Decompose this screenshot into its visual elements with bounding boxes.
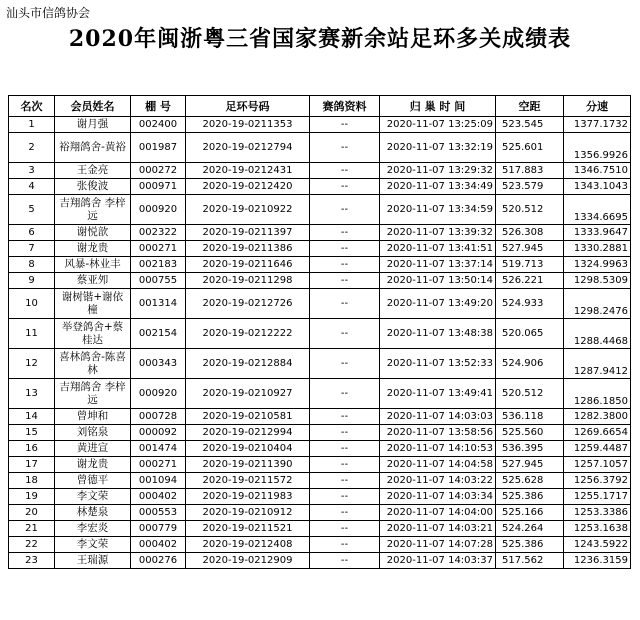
arrival-time-cell: 2020-11-07 14:07:28: [380, 537, 496, 553]
pigeon-info-cell: --: [310, 441, 380, 457]
ring-number-cell: 2020-19-0212794: [186, 133, 310, 163]
ring-number-cell: 2020-19-0211397: [186, 225, 310, 241]
ring-number-cell: 2020-19-0212909: [186, 553, 310, 569]
pigeon-info-cell: --: [310, 537, 380, 553]
table-row: [9, 441, 631, 457]
loft-number-cell: 000920: [131, 379, 186, 409]
distance-cell: 520.512: [496, 195, 564, 225]
speed-cell: 1356.9926: [564, 133, 631, 163]
rank-cell: 22: [9, 537, 55, 553]
table-row: [9, 379, 631, 409]
ring-number-cell: 2020-19-0210404: [186, 441, 310, 457]
pigeon-info-cell: --: [310, 241, 380, 257]
pigeon-info-cell: --: [310, 409, 380, 425]
pigeon-info-cell: --: [310, 473, 380, 489]
ring-number-cell: 2020-19-0212884: [186, 349, 310, 379]
arrival-time-cell: 2020-11-07 14:03:34: [380, 489, 496, 505]
ring-number-cell: 2020-19-0211298: [186, 273, 310, 289]
speed-cell: 1236.3159: [564, 553, 631, 569]
table-row: [9, 553, 631, 569]
loft-number-cell: 001314: [131, 289, 186, 319]
ring-number-cell: 2020-19-0212994: [186, 425, 310, 441]
rank-cell: 23: [9, 553, 55, 569]
table-row: [9, 489, 631, 505]
member-name-cell: 吉翔鸽舍 李梓远: [55, 379, 131, 409]
speed-cell: 1287.9412: [564, 349, 631, 379]
speed-cell: 1288.4468: [564, 319, 631, 349]
rank-cell: 19: [9, 489, 55, 505]
distance-cell: 525.628: [496, 473, 564, 489]
speed-cell: 1334.6695: [564, 195, 631, 225]
table-row: [9, 457, 631, 473]
rank-cell: 4: [9, 179, 55, 195]
member-name-cell: 王瑞源: [55, 553, 131, 569]
arrival-time-cell: 2020-11-07 13:50:14: [380, 273, 496, 289]
speed-cell: 1255.1717: [564, 489, 631, 505]
table-row: [9, 257, 631, 273]
pigeon-info-cell: --: [310, 163, 380, 179]
speed-cell: 1257.1057: [564, 457, 631, 473]
rank-cell: 5: [9, 195, 55, 225]
distance-cell: 517.883: [496, 163, 564, 179]
arrival-time-cell: 2020-11-07 13:58:56: [380, 425, 496, 441]
organization-name: 汕头市信鸽协会: [6, 6, 91, 20]
member-name-cell: 刘铭泉: [55, 425, 131, 441]
table-row: [9, 289, 631, 319]
ring-number-cell: 2020-19-0211646: [186, 257, 310, 273]
arrival-time-cell: 2020-11-07 14:10:53: [380, 441, 496, 457]
ring-number-cell: 2020-19-0212726: [186, 289, 310, 319]
pigeon-info-cell: --: [310, 117, 380, 133]
table-row: [9, 537, 631, 553]
speed-cell: 1298.5309: [564, 273, 631, 289]
loft-number-cell: 002400: [131, 117, 186, 133]
distance-cell: 526.308: [496, 225, 564, 241]
pigeon-info-cell: --: [310, 457, 380, 473]
arrival-time-cell: 2020-11-07 13:41:51: [380, 241, 496, 257]
member-name-cell: 曾坤和: [55, 409, 131, 425]
table-row: [9, 133, 631, 163]
page-title: 2020年闽浙粤三省国家赛新余站足环多关成绩表: [68, 26, 572, 52]
pigeon-info-cell: --: [310, 521, 380, 537]
ring-number-cell: 2020-19-0211353: [186, 117, 310, 133]
speed-cell: 1259.4487: [564, 441, 631, 457]
pigeon-info-cell: --: [310, 133, 380, 163]
speed-cell: 1324.9963: [564, 257, 631, 273]
ring-number-cell: 2020-19-0210927: [186, 379, 310, 409]
table-row: [9, 521, 631, 537]
distance-cell: 520.065: [496, 319, 564, 349]
table-row: [9, 273, 631, 289]
rank-cell: 20: [9, 505, 55, 521]
member-name-cell: 张俊波: [55, 179, 131, 195]
ring-number-cell: 2020-19-0212222: [186, 319, 310, 349]
rank-cell: 2: [9, 133, 55, 163]
loft-number-cell: 000402: [131, 537, 186, 553]
speed-cell: 1286.1850: [564, 379, 631, 409]
header-distance: 空距: [496, 96, 564, 117]
arrival-time-cell: 2020-11-07 14:04:58: [380, 457, 496, 473]
table-row: [9, 409, 631, 425]
arrival-time-cell: 2020-11-07 13:25:09: [380, 117, 496, 133]
arrival-time-cell: 2020-11-07 14:03:21: [380, 521, 496, 537]
rank-cell: 7: [9, 241, 55, 257]
pigeon-info-cell: --: [310, 425, 380, 441]
loft-number-cell: 002154: [131, 319, 186, 349]
ring-number-cell: 2020-19-0211390: [186, 457, 310, 473]
distance-cell: 527.945: [496, 457, 564, 473]
speed-cell: 1253.1638: [564, 521, 631, 537]
pigeon-info-cell: --: [310, 319, 380, 349]
speed-cell: 1253.3386: [564, 505, 631, 521]
pigeon-info-cell: --: [310, 225, 380, 241]
rank-cell: 18: [9, 473, 55, 489]
arrival-time-cell: 2020-11-07 14:03:03: [380, 409, 496, 425]
speed-cell: 1377.1732: [564, 117, 631, 133]
rank-cell: 13: [9, 379, 55, 409]
member-name-cell: 吉翔鸽舍 李梓远: [55, 195, 131, 225]
table-row: [9, 241, 631, 257]
table-row: [9, 473, 631, 489]
arrival-time-cell: 2020-11-07 14:03:37: [380, 553, 496, 569]
rank-cell: 21: [9, 521, 55, 537]
member-name-cell: 王金亮: [55, 163, 131, 179]
ring-number-cell: 2020-19-0211521: [186, 521, 310, 537]
ring-number-cell: 2020-19-0211386: [186, 241, 310, 257]
loft-number-cell: 000343: [131, 349, 186, 379]
loft-number-cell: 000920: [131, 195, 186, 225]
distance-cell: 524.906: [496, 349, 564, 379]
distance-cell: 524.264: [496, 521, 564, 537]
pigeon-info-cell: --: [310, 489, 380, 505]
pigeon-info-cell: --: [310, 257, 380, 273]
rank-cell: 11: [9, 319, 55, 349]
ring-number-cell: 2020-19-0212431: [186, 163, 310, 179]
arrival-time-cell: 2020-11-07 14:04:00: [380, 505, 496, 521]
header-speed: 分速: [564, 96, 631, 117]
arrival-time-cell: 2020-11-07 13:48:38: [380, 319, 496, 349]
speed-cell: 1256.3792: [564, 473, 631, 489]
distance-cell: 525.601: [496, 133, 564, 163]
rank-cell: 14: [9, 409, 55, 425]
rank-cell: 1: [9, 117, 55, 133]
pigeon-info-cell: --: [310, 273, 380, 289]
distance-cell: 525.386: [496, 537, 564, 553]
speed-cell: 1333.9647: [564, 225, 631, 241]
member-name-cell: 裕翔鸽舍-黄裕: [55, 133, 131, 163]
header-loft-number: 棚 号: [131, 96, 186, 117]
arrival-time-cell: 2020-11-07 14:03:22: [380, 473, 496, 489]
pigeon-info-cell: --: [310, 553, 380, 569]
distance-cell: 523.545: [496, 117, 564, 133]
loft-number-cell: 000755: [131, 273, 186, 289]
ring-number-cell: 2020-19-0211572: [186, 473, 310, 489]
header-ring-number: 足环号码: [186, 96, 310, 117]
loft-number-cell: 001987: [131, 133, 186, 163]
speed-cell: 1269.6654: [564, 425, 631, 441]
table-row: [9, 179, 631, 195]
distance-cell: 519.713: [496, 257, 564, 273]
header-rank: 名次: [9, 96, 55, 117]
pigeon-info-cell: --: [310, 289, 380, 319]
speed-cell: 1298.2476: [564, 289, 631, 319]
member-name-cell: 李宏炎: [55, 521, 131, 537]
table-row: [9, 195, 631, 225]
header-pigeon-info: 赛鸽资料: [310, 96, 380, 117]
ring-number-cell: 2020-19-0210912: [186, 505, 310, 521]
arrival-time-cell: 2020-11-07 13:29:32: [380, 163, 496, 179]
table-row: [9, 425, 631, 441]
distance-cell: 525.560: [496, 425, 564, 441]
loft-number-cell: 000971: [131, 179, 186, 195]
distance-cell: 536.118: [496, 409, 564, 425]
results-table: [8, 95, 631, 569]
table-row: [9, 319, 631, 349]
member-name-cell: 蔡亚夘: [55, 273, 131, 289]
member-name-cell: 举登鸽舍+蔡桂达: [55, 319, 131, 349]
rank-cell: 9: [9, 273, 55, 289]
member-name-cell: 谢悦歆: [55, 225, 131, 241]
arrival-time-cell: 2020-11-07 13:34:59: [380, 195, 496, 225]
rank-cell: 16: [9, 441, 55, 457]
loft-number-cell: 000779: [131, 521, 186, 537]
table-row: [9, 349, 631, 379]
distance-cell: 526.221: [496, 273, 564, 289]
rank-cell: 12: [9, 349, 55, 379]
table-row: [9, 225, 631, 241]
member-name-cell: 曾德平: [55, 473, 131, 489]
loft-number-cell: 000402: [131, 489, 186, 505]
member-name-cell: 谢龙贵: [55, 241, 131, 257]
rank-cell: 15: [9, 425, 55, 441]
arrival-time-cell: 2020-11-07 13:34:49: [380, 179, 496, 195]
ring-number-cell: 2020-19-0210581: [186, 409, 310, 425]
distance-cell: 536.395: [496, 441, 564, 457]
table-row: [9, 505, 631, 521]
member-name-cell: 林楚泉: [55, 505, 131, 521]
header-member-name: 会员姓名: [55, 96, 131, 117]
arrival-time-cell: 2020-11-07 13:52:33: [380, 349, 496, 379]
arrival-time-cell: 2020-11-07 13:39:32: [380, 225, 496, 241]
loft-number-cell: 000276: [131, 553, 186, 569]
arrival-time-cell: 2020-11-07 13:37:14: [380, 257, 496, 273]
rank-cell: 8: [9, 257, 55, 273]
loft-number-cell: 002322: [131, 225, 186, 241]
table-row: [9, 117, 631, 133]
member-name-cell: 李文荣: [55, 537, 131, 553]
loft-number-cell: 000553: [131, 505, 186, 521]
distance-cell: 523.579: [496, 179, 564, 195]
distance-cell: 517.562: [496, 553, 564, 569]
header-arrival-time: 归 巢 时 间: [380, 96, 496, 117]
rank-cell: 3: [9, 163, 55, 179]
distance-cell: 525.166: [496, 505, 564, 521]
pigeon-info-cell: --: [310, 505, 380, 521]
loft-number-cell: 000092: [131, 425, 186, 441]
member-name-cell: 谢月强: [55, 117, 131, 133]
distance-cell: 520.512: [496, 379, 564, 409]
pigeon-info-cell: --: [310, 349, 380, 379]
distance-cell: 525.386: [496, 489, 564, 505]
distance-cell: 527.945: [496, 241, 564, 257]
ring-number-cell: 2020-19-0212408: [186, 537, 310, 553]
ring-number-cell: 2020-19-0212420: [186, 179, 310, 195]
loft-number-cell: 001474: [131, 441, 186, 457]
speed-cell: 1282.3800: [564, 409, 631, 425]
loft-number-cell: 001094: [131, 473, 186, 489]
table-header-row: [9, 96, 631, 117]
member-name-cell: 李文荣: [55, 489, 131, 505]
ring-number-cell: 2020-19-0211983: [186, 489, 310, 505]
arrival-time-cell: 2020-11-07 13:49:20: [380, 289, 496, 319]
ring-number-cell: 2020-19-0210922: [186, 195, 310, 225]
member-name-cell: 谢龙贵: [55, 457, 131, 473]
pigeon-info-cell: --: [310, 195, 380, 225]
loft-number-cell: 000272: [131, 163, 186, 179]
member-name-cell: 黄进宣: [55, 441, 131, 457]
rank-cell: 6: [9, 225, 55, 241]
loft-number-cell: 000271: [131, 457, 186, 473]
rank-cell: 17: [9, 457, 55, 473]
loft-number-cell: 000728: [131, 409, 186, 425]
member-name-cell: 风暴-林业丰: [55, 257, 131, 273]
loft-number-cell: 002183: [131, 257, 186, 273]
speed-cell: 1330.2881: [564, 241, 631, 257]
arrival-time-cell: 2020-11-07 13:32:19: [380, 133, 496, 163]
distance-cell: 524.933: [496, 289, 564, 319]
rank-cell: 10: [9, 289, 55, 319]
speed-cell: 1346.7510: [564, 163, 631, 179]
arrival-time-cell: 2020-11-07 13:49:41: [380, 379, 496, 409]
member-name-cell: 谢树锴+谢依橦: [55, 289, 131, 319]
table-row: [9, 163, 631, 179]
loft-number-cell: 000271: [131, 241, 186, 257]
speed-cell: 1243.5922: [564, 537, 631, 553]
pigeon-info-cell: --: [310, 379, 380, 409]
member-name-cell: 喜林鸽舍-陈喜林: [55, 349, 131, 379]
pigeon-info-cell: --: [310, 179, 380, 195]
speed-cell: 1343.1043: [564, 179, 631, 195]
